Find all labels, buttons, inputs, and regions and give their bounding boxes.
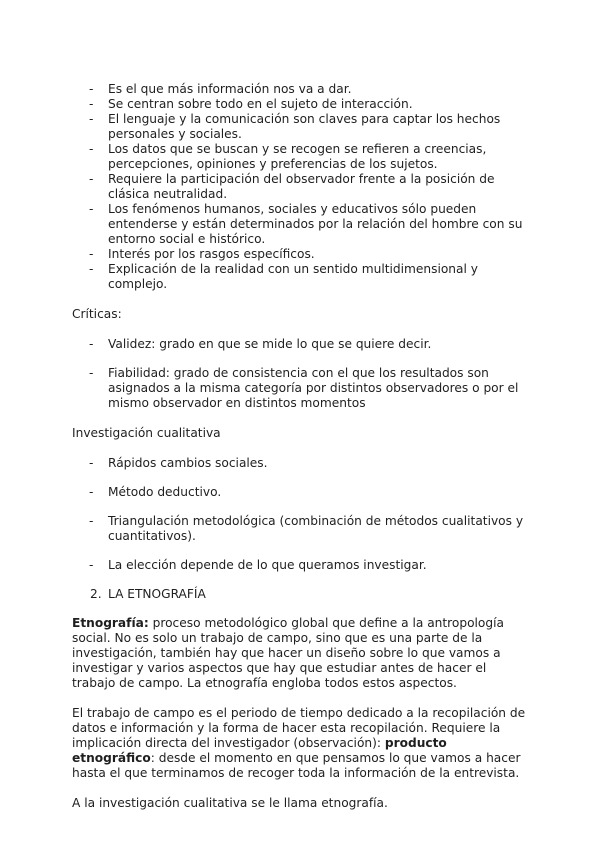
section-number: 2. bbox=[90, 587, 102, 601]
paragraph-etnografia bbox=[72, 616, 530, 691]
list-item: - Requiere la participación del observador frente a la posición de clásica neutralidad. bbox=[72, 172, 530, 202]
list-item: - Triangulación metodológica (combinación de métodos cualitativos y cuantitativos). bbox=[72, 514, 530, 544]
paragraph-text: El trabajo de campo es el periodo de tiempo dedicado a la recopilación de datos e información y la forma de hacer esta recopilación. Requiere la implicación directa del investigador (observación): bbox=[72, 706, 526, 750]
list-item: - Fiabilidad: grado de consistencia con el que los resultados son asignados a la misma categoría por distintos observadores o por el mismo observador en distintos momentos bbox=[72, 366, 530, 411]
list-item: - Los fenómenos humanos, sociales y educativos sólo pueden entenderse y están determinados por la relación del hombre con su entorno social e histórico. bbox=[72, 202, 530, 247]
list-item: - Validez: grado en que se mide lo que se quiere decir. bbox=[72, 337, 530, 352]
list-item: - Explicación de la realidad con un sentido multidimensional y complejo. bbox=[72, 262, 530, 292]
term-etnografia: Etnografía: bbox=[72, 616, 149, 630]
paragraph-trabajo-campo bbox=[72, 706, 530, 781]
criticas-heading: Críticas: bbox=[72, 307, 122, 321]
list-item: - Método deductivo. bbox=[72, 485, 530, 500]
list-item: - Los datos que se buscan y se recogen se refieren a creencias, percepciones, opiniones y preferencias de los sujetos. bbox=[72, 142, 530, 172]
list-item: - Se centran sobre todo en el sujeto de interacción. bbox=[72, 97, 530, 112]
paragraph-text: proceso metodológico global que define a la antropología social. No es solo un trabajo de campo, sino que es una parte de la investigación, también hay que hacer un diseño sobre lo que vamos a investigar y varios aspectos que hay que estudiar antes de hacer el trabajo de campo. La etnografía engloba todos estos aspectos. bbox=[72, 616, 504, 690]
term-producto-etnografico: producto etnográfico bbox=[72, 736, 447, 765]
criticas-list bbox=[72, 337, 530, 411]
cualitativa-list bbox=[72, 456, 530, 573]
list-item: - Es el que más información nos va a dar. bbox=[72, 82, 530, 97]
list-item: - Rápidos cambios sociales. bbox=[72, 456, 530, 471]
section-title: LA ETNOGRAFÍA bbox=[108, 587, 206, 601]
paragraph-text: : desde el momento en que pensamos lo que vamos a hacer hasta el que terminamos de recoger toda la información de la entrevista. bbox=[72, 751, 521, 780]
paragraph-conclusion: A la investigación cualitativa se le llama etnografía. bbox=[72, 796, 388, 810]
list-item: - La elección depende de lo que queramos investigar. bbox=[72, 558, 530, 573]
section-heading bbox=[72, 587, 530, 602]
list-item: - Interés por los rasgos específicos. bbox=[72, 247, 530, 262]
cualitativa-heading: Investigación cualitativa bbox=[72, 426, 221, 440]
characteristics-list bbox=[72, 82, 530, 292]
list-item: - El lenguaje y la comunicación son claves para captar los hechos personales y sociales. bbox=[72, 112, 530, 142]
